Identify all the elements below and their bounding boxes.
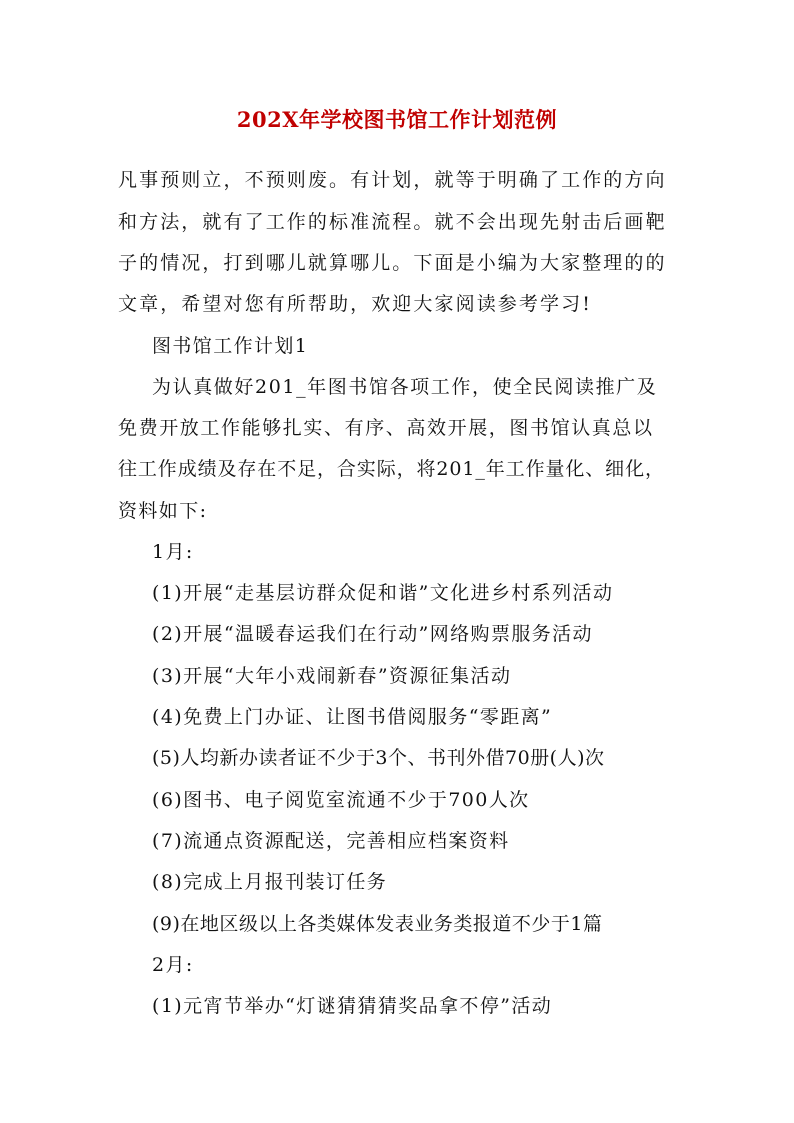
paragraph-line: 往工作成绩及存在不足，合实际，将201_年工作量化、细化， xyxy=(118,458,665,480)
list-item: (2)开展“温暖春运我们在行动”网络购票服务活动 xyxy=(152,623,593,645)
list-item: (7)流通点资源配送，完善相应档案资料 xyxy=(152,830,510,852)
list-item: (1)元宵节举办“灯谜猜猜猜奖品拿不停”活动 xyxy=(152,995,553,1017)
list-item: (6)图书、电子阅览室流通不少于700人次 xyxy=(152,789,530,811)
document-title: 202X年学校图书馆工作计划范例 xyxy=(236,107,558,132)
intro-line: 子的情况，打到哪儿就算哪儿。下面是小编为大家整理的的 xyxy=(118,252,667,274)
paragraph-line: 资料如下: xyxy=(118,500,208,522)
list-item: (9)在地区级以上各类媒体发表业务类报道不少于1篇 xyxy=(152,913,603,935)
intro-line: 和方法，就有了工作的标准流程。就不会出现先射击后画靶 xyxy=(118,211,667,233)
list-item: (8)完成上月报刊装订任务 xyxy=(152,871,388,893)
paragraph-line: 为认真做好201_年图书馆各项工作，使全民阅读推广及 xyxy=(152,376,658,398)
list-item: (1)开展“走基层访群众促和谐”文化进乡村系列活动 xyxy=(152,582,614,604)
month-label: 1月: xyxy=(152,541,194,563)
paragraph-line: 免费开放工作能够扎实、有序、高效开展，图书馆认真总以 xyxy=(118,417,654,439)
section-heading: 图书馆工作计划1 xyxy=(152,335,309,357)
intro-line: 文章，希望对您有所帮助，欢迎大家阅读参考学习! xyxy=(118,293,592,315)
list-item: (5)人均新办读者证不少于3个、书刊外借70册(人)次 xyxy=(152,747,605,769)
intro-line: 凡事预则立，不预则废。有计划，就等于明确了工作的方向 xyxy=(118,169,667,191)
list-item: (3)开展“大年小戏闹新春”资源征集活动 xyxy=(152,665,512,687)
list-item: (4)免费上门办证、让图书借阅服务“零距离” xyxy=(152,706,553,728)
month-label: 2月: xyxy=(152,954,194,976)
